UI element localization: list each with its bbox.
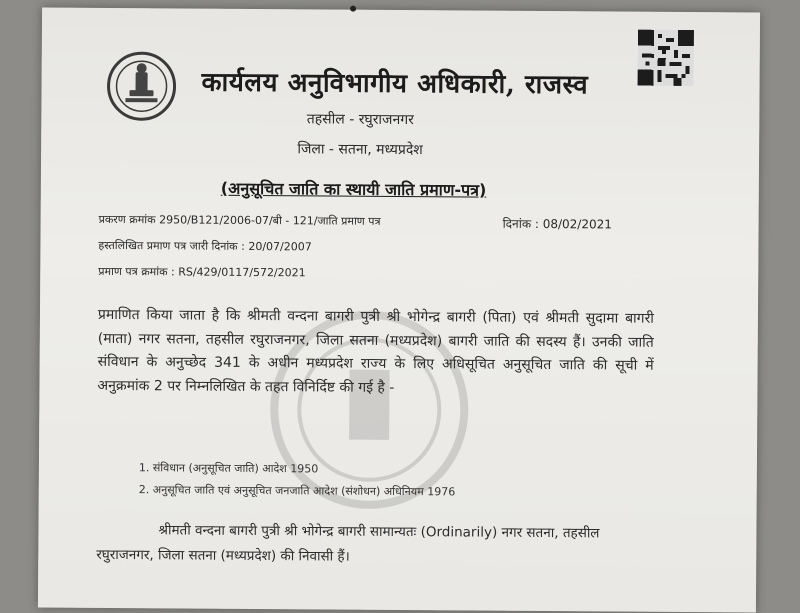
tehsil-line: तहसील - रघुराजनगर xyxy=(306,111,414,129)
district-line: जिला - सतना, मध्यप्रदेश xyxy=(297,141,423,159)
issue-date: दिनांक : 08/02/2021 xyxy=(502,216,612,232)
case-number: प्रकरण क्रमांक 2950/B121/2006-07/बी - 121/जाति प्रमाण पत्र xyxy=(98,212,381,228)
certificate-title: (अनुसूचित जाति का स्थायी जाति प्रमाण-पत्र) xyxy=(220,178,487,200)
residence-paragraph: श्रीमती वन्दना बागरी पुत्री श्री भोगेन्द्र बागरी सामान्यतः (Ordinarily) नगर सतना, तहसील रघुराजनगर, जिला सतना (मध्यप्रदेश) की निवासी हैं। xyxy=(96,522,600,565)
qr-code-icon xyxy=(638,30,694,86)
certification-paragraph: प्रमाणित किया जाता है कि श्रीमती वन्दना बागरी पुत्री श्री भोगेन्द्र बागरी (पिता) एवं श्रीमती सुदामा बागरी (माता) नगर सतना, तहसील रघुराजनगर, जिला सतना (मध्यप्रदेश) बागरी जाति की सदस्य हैं। उनकी जाति संविधान के अनुच्छेद 341 के अधीन मध्यप्रदेश राज्य के लिए अधिसूचित अनुसूचित जाति की सूची में अनुक्रमांक 2 पर निम्नलिखित के तहत विनिर्दिष्ट की गई है - xyxy=(97,306,655,396)
office-title: कार्यलय अनुविभागीय अधिकारी, राजस्व xyxy=(201,67,589,101)
order-item-1: 1. संविधान (अनुसूचित जाति) आदेश 1950 xyxy=(138,461,319,476)
handwritten-issue-date: हस्तलिखित प्रमाण पत्र जारी दिनांक : 20/07/2007 xyxy=(98,238,312,254)
certificate-number: प्रमाण पत्र क्रमांक : RS/429/0117/572/2021 xyxy=(98,264,306,280)
certificate-document xyxy=(38,8,760,613)
pin-mark xyxy=(350,6,356,12)
order-item-2: 2. अनुसूचित जाति एवं अनुसूचित जनजाति आदेश (संशोधन) अधिनियम 1976 xyxy=(138,483,456,499)
